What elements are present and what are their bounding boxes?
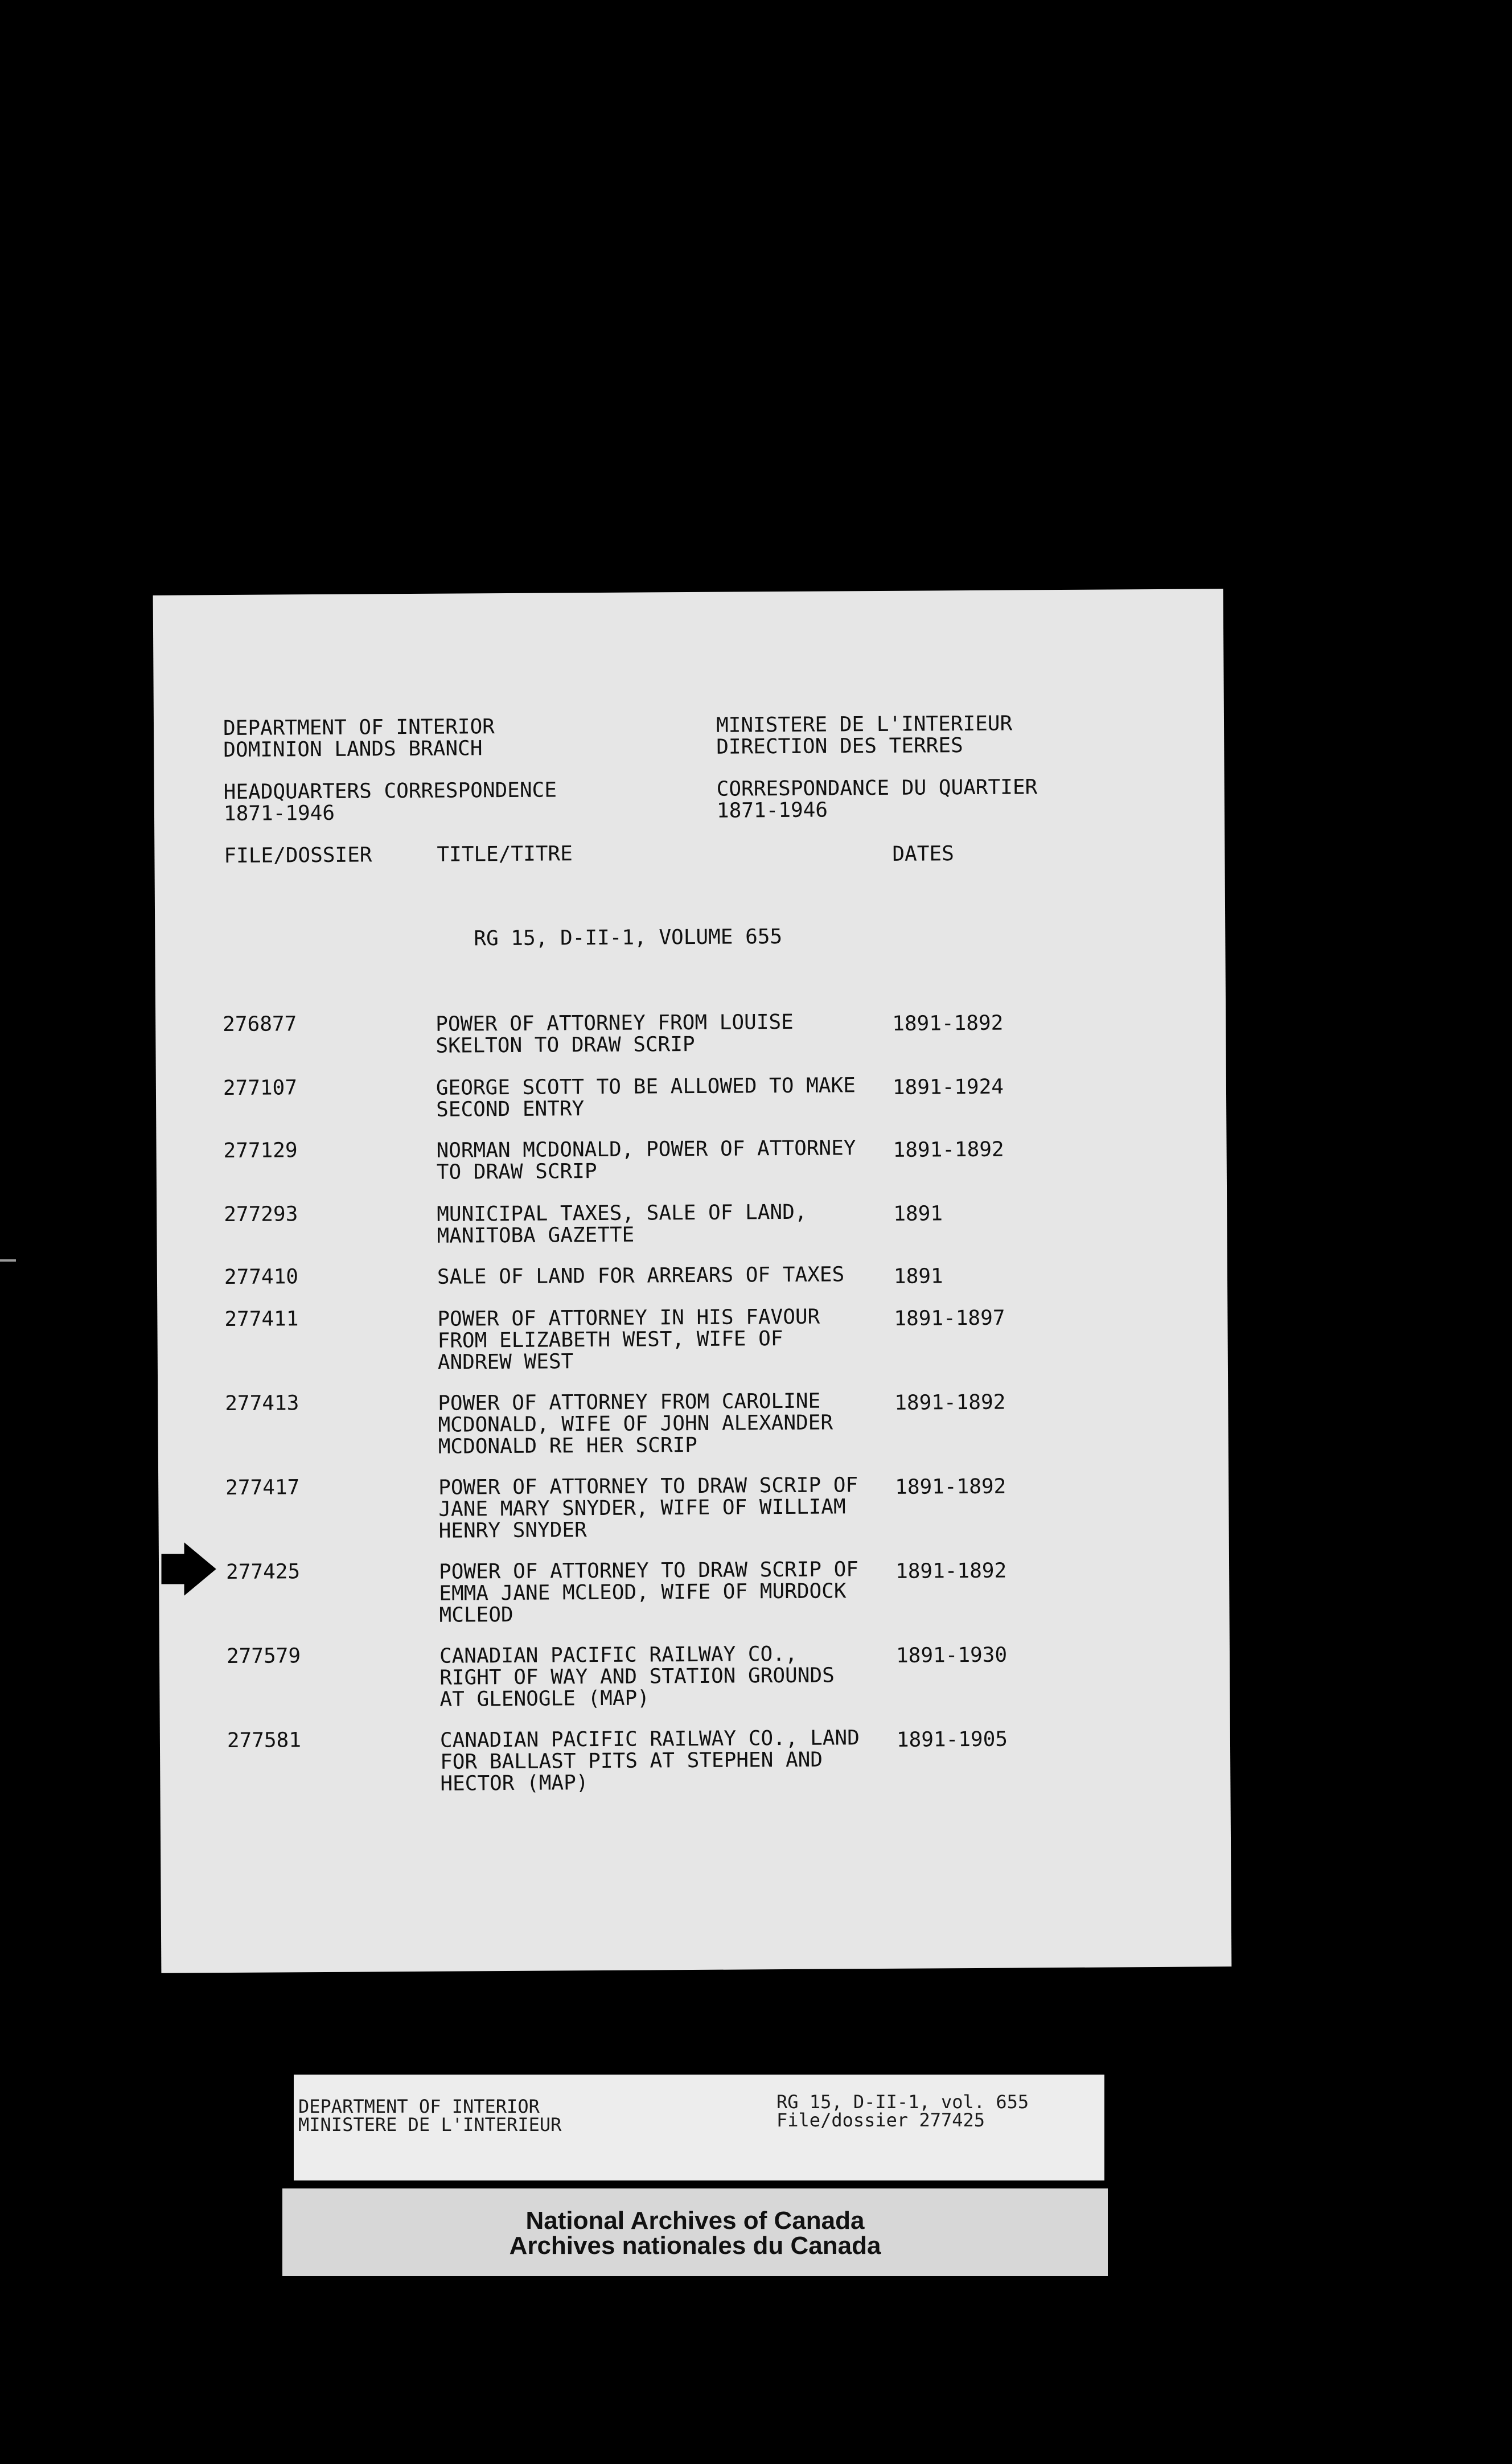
archival-label: [294, 2075, 1104, 2180]
column-file: FILE/DOSSIER: [224, 843, 372, 868]
file-title: NORMAN MCDONALD, POWER OF ATTORNEY TO DRAW SCRIP: [436, 1136, 856, 1184]
file-dates: 1891-1897: [894, 1306, 1005, 1330]
header-direction: DIRECTION DES TERRES: [716, 734, 963, 759]
scan-artifact: [0, 1259, 16, 1262]
label-reference: RG 15, D-II-1, vol. 655: [776, 2091, 1029, 2113]
file-dates: 1891-1892: [895, 1475, 1006, 1499]
file-dates: 1891-1892: [895, 1559, 1007, 1583]
header-correspondance: CORRESPONDANCE DU QUARTIER: [716, 775, 1038, 801]
label-file-number: File/dossier 277425: [776, 2109, 985, 2131]
header-annees: 1871-1946: [716, 798, 828, 823]
file-title: SALE OF LAND FOR ARREARS OF TAXES: [437, 1263, 845, 1289]
column-dates: DATES: [892, 842, 954, 866]
document-sheet: [153, 589, 1232, 1973]
file-title: POWER OF ATTORNEY FROM LOUISE SKELTON TO DRAW SCRIP: [435, 1010, 794, 1058]
file-title: GEORGE SCOTT TO BE ALLOWED TO MAKE SECOND ENTRY: [435, 1074, 856, 1122]
file-dates: 1891-1892: [893, 1137, 1004, 1162]
pointing-arrow-icon: [161, 1541, 223, 1598]
file-title: POWER OF ATTORNEY TO DRAW SCRIP OF EMMA JANE MCLEOD, WIFE OF MURDOCK MCLEOD: [438, 1558, 859, 1627]
file-dates: 1891: [893, 1264, 943, 1288]
label-department: DEPARTMENT OF INTERIOR: [298, 2096, 540, 2117]
volume-reference: RG 15, D-II-1, VOLUME 655: [474, 925, 783, 951]
label-ministere: MINISTERE DE L'INTERIEUR: [298, 2114, 562, 2136]
file-number: 277417: [225, 1476, 300, 1500]
file-title: POWER OF ATTORNEY FROM CAROLINE MCDONALD, WIFE OF JOHN ALEXANDER MCDONALD RE HER SCRIP: [438, 1389, 833, 1459]
file-dates: 1891: [893, 1202, 943, 1226]
file-dates: 1891-1930: [895, 1643, 1008, 1668]
file-dates: 1891-1892: [894, 1390, 1006, 1415]
header-ministere: MINISTERE DE L'INTERIEUR: [716, 712, 1013, 737]
file-number: 277425: [225, 1560, 301, 1584]
file-dates: 1891-1924: [892, 1075, 1004, 1099]
header-series: HEADQUARTERS CORRESPONDENCE: [223, 778, 557, 804]
file-title: POWER OF ATTORNEY IN HIS FAVOUR FROM ELIZABETH WEST, WIFE OF ANDREW WEST: [437, 1305, 820, 1374]
archives-stamp: [282, 2188, 1108, 2276]
file-number: 277293: [224, 1202, 298, 1227]
file-number: 276877: [223, 1012, 297, 1037]
header-years: 1871-1946: [223, 801, 335, 826]
file-title: MUNICIPAL TAXES, SALE OF LAND, MANITOBA GAZETTE: [437, 1200, 807, 1248]
file-dates: 1891-1905: [896, 1727, 1008, 1752]
file-title: POWER OF ATTORNEY TO DRAW SCRIP OF JANE MARY SNYDER, WIFE OF WILLIAM HENRY SNYDER: [438, 1473, 858, 1543]
file-number: 277411: [224, 1307, 299, 1332]
stamp-english: National Archives of Canada: [525, 2207, 865, 2235]
file-number: 277410: [224, 1265, 299, 1290]
file-title: CANADIAN PACIFIC RAILWAY CO., LAND FOR BALLAST PITS AT STEPHEN AND HECTOR (MAP): [439, 1726, 860, 1796]
header-department: DEPARTMENT OF INTERIOR: [223, 715, 495, 741]
file-number: 277579: [226, 1644, 301, 1669]
file-number: 277413: [225, 1391, 299, 1416]
stamp-french: Archives nationales du Canada: [509, 2232, 881, 2260]
file-number: 277129: [223, 1139, 298, 1163]
header-branch: DOMINION LANDS BRANCH: [223, 737, 483, 762]
column-title: TITLE/TITRE: [437, 842, 573, 866]
file-number: 277581: [227, 1728, 302, 1753]
file-number: 277107: [223, 1076, 298, 1100]
file-dates: 1891-1892: [892, 1011, 1004, 1036]
file-title: CANADIAN PACIFIC RAILWAY CO., RIGHT OF WAY AND STATION GROUNDS AT GLENOGLE (MAP): [439, 1642, 835, 1711]
